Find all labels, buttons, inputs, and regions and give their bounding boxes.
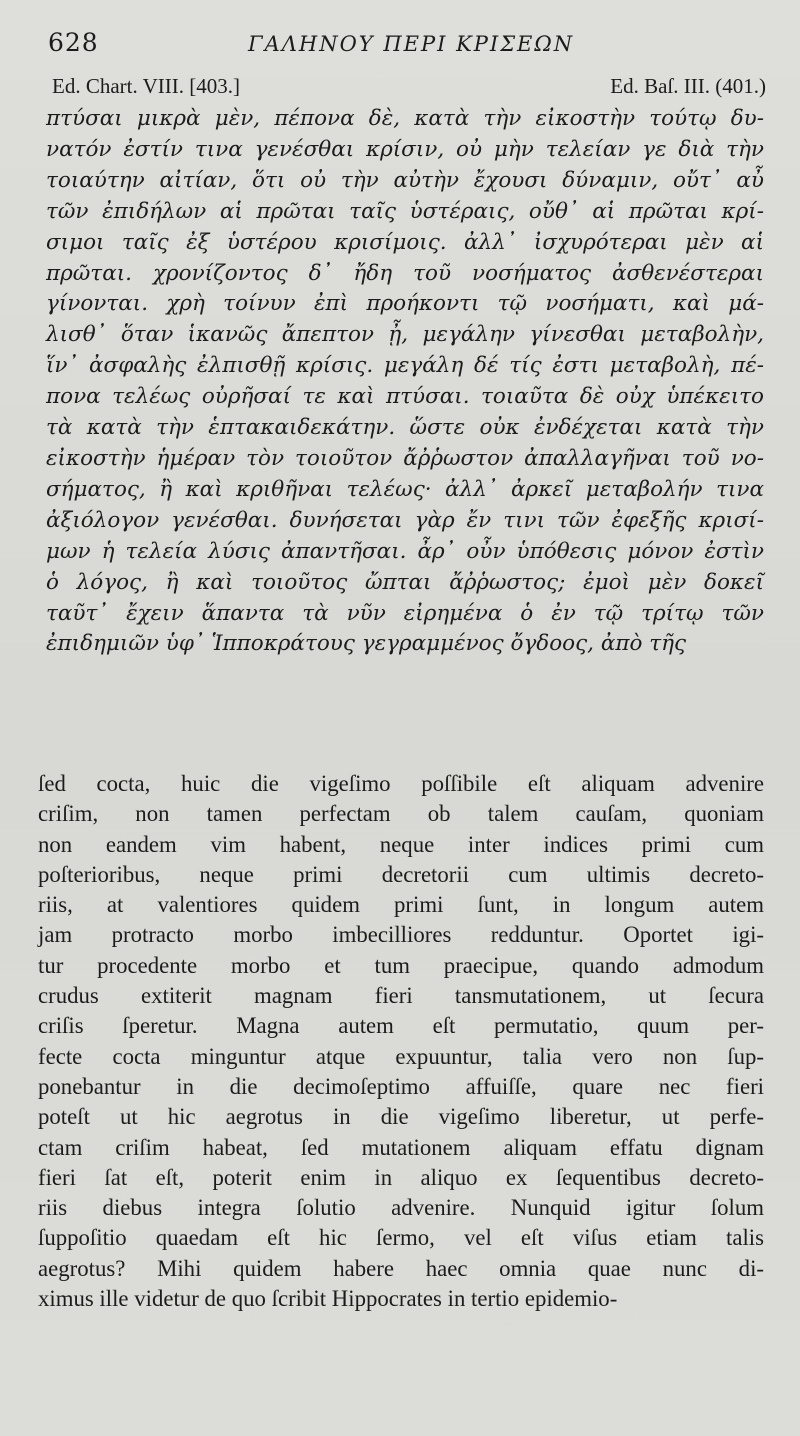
greek-text-line: τοιαύτην αἰτίαν, ὅτι οὐ τὴν αὐτὴν ἔχουσι δύναμιν, οὔτ᾽ αὖ	[46, 167, 764, 193]
latin-text-line: fecte cocta minguntur atque expuuntur, talia vero non ſup-	[38, 1043, 764, 1069]
greek-text-line: μων ἡ τελεία λύσις ἀπαντῆσαι. ἆρ᾽ οὖν ὑπόθεσις μόνον ἐστὶν	[46, 538, 764, 564]
greek-text-line: ὁ λόγος, ἢ καὶ τοιοῦτος ὤπται ἄῤῥωστος; ἐμοὶ μὲν δοκεῖ	[46, 569, 764, 595]
latin-text-line: ponebantur in die decimoſeptimo affuiſſe, quare nec fieri	[38, 1073, 764, 1099]
latin-text-line: poteſt ut hic aegrotus in die vigeſimo liberetur, ut perfe-	[38, 1104, 764, 1130]
greek-text-line: πτύσαι μικρὰ μὲν, πέπονα δὲ, κατὰ τὴν εἰκοστὴν τούτῳ δυ-	[46, 106, 764, 131]
latin-text-line: crudus extiterit magnam fieri tansmutationem, ut ſecura	[38, 983, 764, 1009]
greek-text-line: ἵν᾽ ἀσφαλὴς ἐλπισθῇ κρίσις. μεγάλη δέ τίς ἐστι μεταβολὴ, πέ-	[46, 353, 764, 379]
greek-text-line: ἐπιδημιῶν ὑφ᾽ Ἱπποκράτους γεγραμμένος ὄγδοος, ἀπὸ τῆς	[46, 631, 687, 657]
latin-text-line: riis, at valentiores quidem primi ſunt, in longum autem	[38, 892, 764, 918]
latin-text-line: non eandem vim habent, neque inter indices primi cum	[38, 831, 764, 857]
greek-text-line: σήματος, ἢ καὶ κριθῆναι τελέως· ἀλλ᾽ ἀρκεῖ μεταβολήν τινα	[46, 476, 764, 502]
latin-text-line: poſterioribus, neque primi decretorii cum ultimis decreto-	[38, 861, 764, 887]
latin-text-line: criſis ſperetur. Magna autem eſt permutatio, quum per-	[38, 1013, 764, 1039]
edition-basel: Ed. Baſ. III. (401.)	[610, 74, 766, 98]
latin-text-line: riis diebus integra ſolutio advenire. Nunquid igitur ſolum	[38, 1195, 764, 1221]
running-title: ΓΑΛΗΝΟΥ ΠΕΡΙ ΚΡΙΣΕΩΝ	[248, 32, 575, 56]
greek-text-line: ἀξιόλογον γενέσθαι. δυνήσεται γὰρ ἔν τινι τῶν ἐφεξῆς κρισί-	[46, 507, 764, 533]
greek-text-block	[46, 104, 764, 660]
latin-text-line: aegrotus? Mihi quidem habere haec omnia quae nunc di-	[38, 1255, 764, 1281]
greek-text-line: σιμοι ταῖς ἐξ ὑστέρου κρισίμοις. ἀλλ᾽ ἰσχυρότεραι μὲν αἱ	[46, 229, 764, 255]
edition-chartier: Ed. Chart. VIII. [403.]	[52, 74, 240, 98]
latin-text-line: jam protracto morbo imbecilliores redduntur. Oportet igi-	[38, 922, 764, 948]
page-header	[48, 28, 768, 64]
page-number: 628	[48, 28, 99, 57]
latin-text-line: ſuppoſitio quaedam eſt hic ſermo, vel eſt viſus etiam talis	[38, 1225, 764, 1251]
greek-text-line: τὰ κατὰ τὴν ἑπτακαιδεκάτην. ὥστε οὐκ ἐνδέχεται κατὰ τὴν	[46, 415, 764, 441]
greek-text-line: γίνονται. χρὴ τοίνυν ἐπὶ προήκοντι τῷ νοσήματι, καὶ μά-	[46, 291, 764, 317]
latin-text-line: tur procedente morbo et tum praecipue, quando admodum	[38, 952, 764, 978]
greek-text-line: λισθ᾽ ὅταν ἱκανῶς ἄπεπτον ᾖ, μεγάλην γίνεσθαι μεταβολὴν,	[46, 322, 764, 348]
latin-text-line: criſim, non tamen perfectam ob talem cauſam, quoniam	[38, 801, 764, 827]
latin-text-line: ſed cocta, huic die vigeſimo poſſibile eſt aliquam advenire	[38, 771, 764, 796]
greek-text-line: νατόν ἐστίν τινα γενέσθαι κρίσιν, οὐ μὴν τελείαν γε διὰ τὴν	[46, 136, 764, 162]
edition-references	[52, 74, 766, 102]
greek-text-line: πονα τελέως οὐρῆσαί τε καὶ πτύσαι. τοιαῦτα δὲ οὐχ ὑπέκειτο	[46, 384, 764, 410]
greek-text-line: πρῶται. χρονίζοντος δ᾽ ἤδη τοῦ νοσήματος ἀσθενέστεραι	[46, 260, 764, 286]
greek-text-line: εἰκοστὴν ἡμέραν τὸν τοιοῦτον ἄῤῥωστον ἀπαλλαγῆναι τοῦ νο-	[46, 445, 764, 471]
greek-text-line: ταῦτ᾽ ἔχειν ἅπαντα τὰ νῦν εἰρημένα ὁ ἐν τῷ τρίτῳ τῶν	[46, 600, 764, 626]
latin-text-line: fieri ſat eſt, poterit enim in aliquo ex ſequentibus decreto-	[38, 1164, 764, 1190]
latin-text-line: ximus ille videtur de quo ſcribit Hippocrates in tertio epidemio-	[38, 1286, 618, 1312]
latin-text-block	[38, 769, 764, 1314]
greek-text-line: τῶν ἐπιδήλων αἱ πρῶται ταῖς ὑστέραις, οὔθ᾽ αἱ πρῶται κρί-	[46, 198, 764, 224]
latin-text-line: ctam criſim habeat, ſed mutationem aliquam effatu dignam	[38, 1134, 764, 1160]
